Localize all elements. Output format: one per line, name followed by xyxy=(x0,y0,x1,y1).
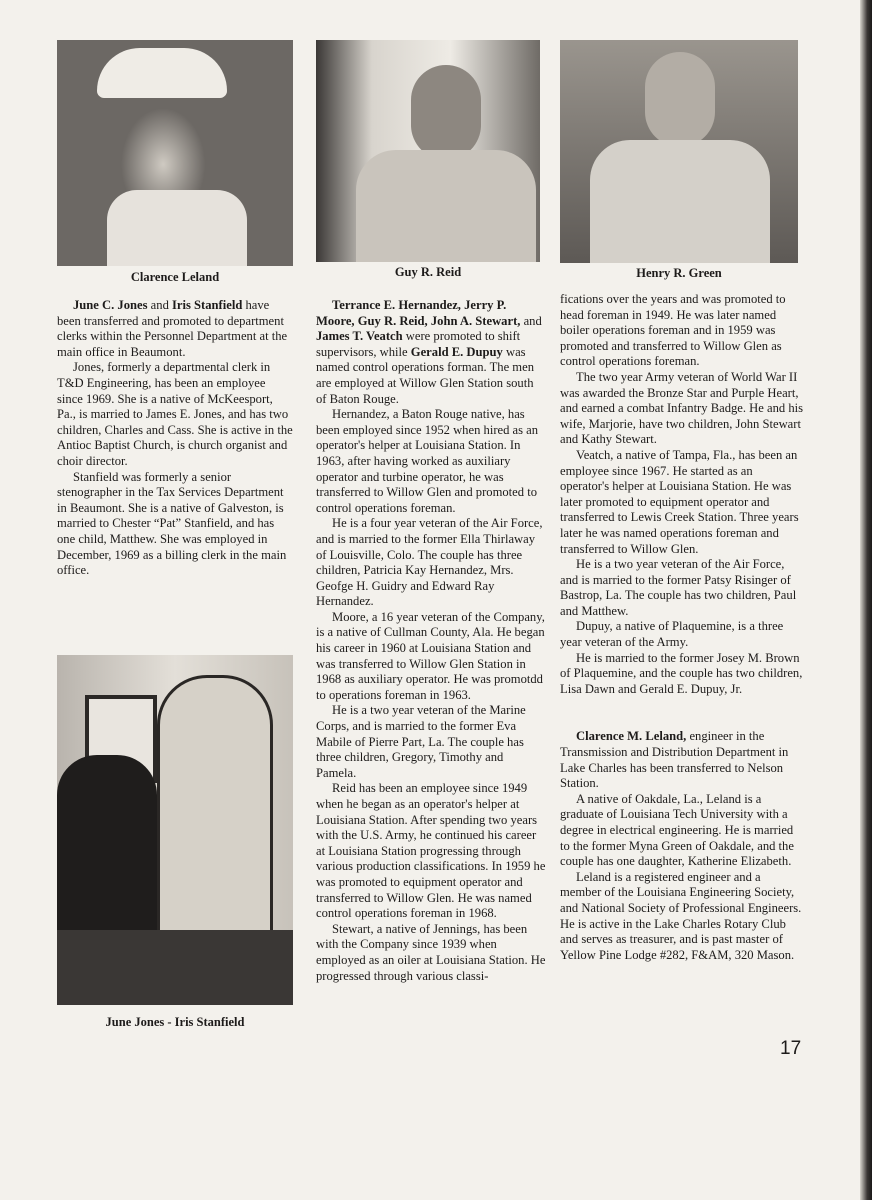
person-name: June C. Jones xyxy=(73,298,148,312)
photo-caption: Guy R. Reid xyxy=(394,265,462,279)
paragraph-text: The two year Army veteran of World War II was awarded the Bronze Star and Purple Heart, and earned a combat Infantry Badge. He and his wife, Marjorie, have two children, John Stewart and Kathy Stewart. xyxy=(560,369,804,447)
paragraph-text: was named control operations forman. The men are employed at Willow Glen Station south of Baton Rouge. xyxy=(316,344,534,406)
article-paragraph xyxy=(57,360,293,469)
person-name: Gerald E. Dupuy xyxy=(410,344,503,359)
paragraph-text: He is married to the former Josey M. Brown of Plaquemine, and the couple has two children, Lisa Dawn and Gerald E. Dupuy, Jr. xyxy=(560,650,803,696)
paragraph-text: He is a four year veteran of the Air Force, and is married to the former Ella Thirlaway of Louisville, Colo. The couple has three children, Patricia Kay Hernandez, Mrs. Geofge H. Guidry and Edward Ray Hernandez. xyxy=(316,516,543,609)
photo-guy-reid xyxy=(316,40,540,262)
article-paragraph xyxy=(560,370,804,448)
paragraph-text: Moore, a 16 year veteran of the Company, is a native of Cullman County, Ala. He began his career in 1960 at Louisiana Station and was transferred to Willow Glen Station in 1968 as auxiliary operator. He was promotdd to operations foreman in 1963. xyxy=(316,609,545,702)
paragraph-text: He is a two year veteran of the Marine Corps, and is married to the former Eva Mabile of Pierre Part, La. The couple has three children, Gregory, Timothy and Pamela. xyxy=(316,703,526,780)
paragraph-text: Leland is a registered engineer and a member of the Louisiana Engineering Society, and National Society of Professional Engineers. He is active in the Lake Charles Rotary Club and serves as treasurer, and is past master of Yellow Pine Lodge #282, F&AM, 320 Mason. xyxy=(560,869,802,962)
paragraph-text: Stewart, a native of Jennings, has been with the Company since 1939 when employed as an oiler at Louisiana Station. He progressed through various classi- xyxy=(316,921,546,983)
article-column-3 xyxy=(560,292,804,963)
article-paragraph xyxy=(560,792,804,870)
article-paragraph xyxy=(316,922,546,984)
scan-edge xyxy=(860,0,872,1200)
article-paragraph xyxy=(560,448,804,557)
photo-caption: June Jones - Iris Stanfield xyxy=(105,1015,245,1029)
paragraph-text: Hernandez, a Baton Rouge native, has been employed since 1952 when hired as an operator's helper at Louisiana Station. In 1963, after having worked as auxiliary operator and turbine operator, he was transferred to Willow Glen and promoted to control operations foreman. xyxy=(316,407,539,515)
article-paragraph xyxy=(560,557,804,619)
paragraph-text: and xyxy=(520,313,542,328)
article-paragraph xyxy=(560,619,804,650)
paragraph-text: Reid has been an employee since 1949 when he began as an operator's helper at Louisiana Station. After spending two years with the U.S. Army, he continued his career at Louisiana Station progressing through various production classifications. In 1959 he was promoted to equipment operator and transferred to Willow Glen. He was named control operations foreman in 1968. xyxy=(316,781,546,921)
paragraph-text: and xyxy=(147,298,173,312)
paragraph-text: Dupuy, a native of Plaquemine, is a three year veteran of the Army. xyxy=(560,619,784,650)
article-column-1 xyxy=(57,298,293,579)
paragraph-text: were promoted to shift supervisors, while xyxy=(316,329,521,359)
person-name: Iris Stanfield xyxy=(172,298,243,312)
article-paragraph xyxy=(316,781,546,921)
paragraph-text: engineer in the Transmission and Distribution Department in Lake Charles has been transferred to Nelson Station. xyxy=(560,729,789,791)
paragraph-text: Stanfield was formerly a senior stenographer in the Tax Services Department in Beaumont. She is a native of Galveston, is married to Chester “Pat” Stanfield, and has one child, Matthew. She was employed in December, 1969 as a billing clerk in the main office. xyxy=(57,469,287,578)
paragraph-text: Jones, formerly a departmental clerk in T&D Engineering, has been an employee since 1969. She is a native of McKeesport, Pa., is married to James E. Jones, and has two children, Charles and Cass. She is active in the Antioc Baptist Church, is church organist and choir director. xyxy=(57,360,293,468)
article-paragraph xyxy=(316,407,546,516)
article-paragraph xyxy=(560,729,804,791)
paragraph-text: fications over the years and was promoted to head foreman in 1949. He was later named boiler operations foreman and in 1959 was promoted and transferred to Willow Glen as control operations foreman. xyxy=(560,292,786,369)
paragraph-text: have been transferred and promoted to department clerks within the Personnel Department at the main office in Beaumont. xyxy=(57,298,288,359)
article-paragraph xyxy=(57,470,293,579)
article-paragraph xyxy=(316,516,546,610)
article-paragraph xyxy=(316,703,546,781)
page-number: 17 xyxy=(780,1038,802,1059)
article-paragraph xyxy=(560,651,804,698)
person-name: Terrance E. Hernandez, Jerry P. Moore, Guy R. Reid, John A. Stewart, xyxy=(316,298,521,328)
article-column-2 xyxy=(316,298,546,984)
paragraph-text: He is a two year veteran of the Air Force, and is married to the former Patsy Risinger of Bastrop, La. The couple has two children, Paul and Matthew. xyxy=(560,557,797,618)
article-paragraph xyxy=(560,870,804,964)
article-paragraph xyxy=(560,292,804,370)
paragraph-text: Veatch, a native of Tampa, Fla., has been an employee since 1967. He started as an operator's helper at Louisiana Station. He was later promoted to equipment operator and transferred to Lewis Creek Station. Three years later he was named operations foreman and transferred to Willow Glen. xyxy=(560,447,799,556)
photo-henry-green xyxy=(560,40,798,263)
photo-caption: Clarence Leland xyxy=(130,270,220,284)
article-paragraph xyxy=(316,610,546,704)
person-name: James T. Veatch xyxy=(316,329,403,344)
photo-june-jones-iris-stanfield xyxy=(57,655,293,1005)
paragraph-text: A native of Oakdale, La., Leland is a graduate of Louisiana Tech University with a degree in electrical engineering. He is married to the former Myna Green of Oakdale, and the couple has one daughter, Katherine Elizabeth. xyxy=(560,791,794,869)
photo-caption: Henry R. Green xyxy=(636,266,722,280)
article-paragraph xyxy=(316,298,546,407)
photo-clarence-leland xyxy=(57,40,293,266)
person-name: Clarence M. Leland, xyxy=(576,729,687,744)
article-paragraph xyxy=(57,298,293,360)
